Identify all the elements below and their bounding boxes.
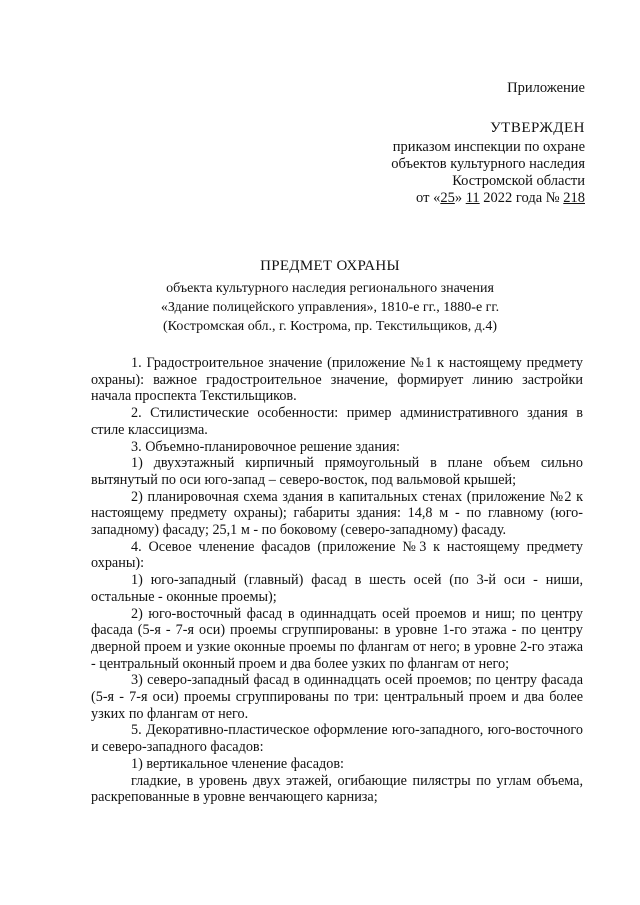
- paragraph: гладкие, в уровень двух этажей, огибающие пилястры по углам объема, раскрепованные в уровне венчающего карниза;: [91, 772, 583, 806]
- date-mid: »: [454, 190, 463, 206]
- date-month: 11: [465, 190, 480, 206]
- approval-line-2: объектов культурного наследия: [391, 156, 585, 172]
- paragraph: 4. Осевое членение фасадов (приложение №3 к настоящему предмету охраны):: [91, 538, 583, 572]
- paragraph: 1) двухэтажный кирпичный прямоугольный в плане объем сильно вытянутый по оси юго-запад – северо-восток, под вальмовой крышей;: [91, 455, 583, 488]
- object-line-1: объекта культурного наследия регионального значения: [166, 281, 494, 296]
- order-number: 218: [563, 190, 585, 206]
- paragraph: 5. Декоративно-пластическое оформление юго-западного, юго-восточного и северо-западного фасадов:: [91, 722, 583, 756]
- object-description: [60, 279, 600, 336]
- paragraph: 2) планировочная схема здания в капитальных стенах (приложение №2 к настоящему предмету охраны); габариты здания: 14,8 м - по главному (юго-западному) фасаду; 25,1 м - по боковому (северо-западному) фасаду.: [91, 488, 583, 539]
- approval-line-1: приказом инспекции по охране: [392, 139, 585, 155]
- date-day: 25: [440, 190, 455, 206]
- approval-date-line: [391, 190, 585, 207]
- paragraph: 3) северо-западный фасад в одиннадцать осей проемов; по центру фасада (5-я - 7-я оси) проемы сгруппированы по три: центральный проем и два более узких по флангам от него.: [91, 672, 583, 722]
- approval-line-3: Костромской области: [452, 173, 585, 189]
- paragraph: 1. Градостроительное значение (приложение №1 к настоящему предмету охраны): важное градостроительное значение, формирует линию застройки начала проспекта Текстильщиков.: [91, 355, 583, 405]
- paragraph: 2) юго-восточный фасад в одиннадцать осей проемов и ниш; по центру фасада (5-я - 7-я оси) проемы сгруппированы: в уровне 1-го этажа - по центру дверной проем и узкие оконные проемы по флангам от него; в уровне 2-го этажа - центральный оконный проем и два более узких по флангам от него;: [91, 605, 583, 672]
- object-line-2: «Здание полицейского управления», 1810-е гг., 1880-е гг.: [160, 300, 500, 315]
- paragraph: 2. Стилистические особенности: пример административного здания в стиле классицизма.: [91, 405, 583, 438]
- date-year: 2022 года №: [483, 190, 560, 206]
- approval-block: [391, 120, 585, 207]
- approval-title: УТВЕРЖДЕН: [490, 120, 585, 136]
- document-title: ПРЕДМЕТ ОХРАНЫ: [260, 258, 400, 274]
- object-line-3: (Костромская обл., г. Кострома, пр. Текстильщиков, д.4): [163, 319, 497, 334]
- paragraph: 1) юго-западный (главный) фасад в шесть осей (по 3-й оси - ниши, остальные - оконные проемы);: [91, 572, 583, 605]
- appendix-label: Приложение: [507, 80, 585, 96]
- paragraph: 1) вертикальное членение фасадов:: [131, 755, 344, 772]
- paragraph: 3. Объемно-планировочное решение здания:: [131, 438, 400, 455]
- date-prefix: от «: [416, 190, 441, 206]
- body-text: [91, 355, 583, 806]
